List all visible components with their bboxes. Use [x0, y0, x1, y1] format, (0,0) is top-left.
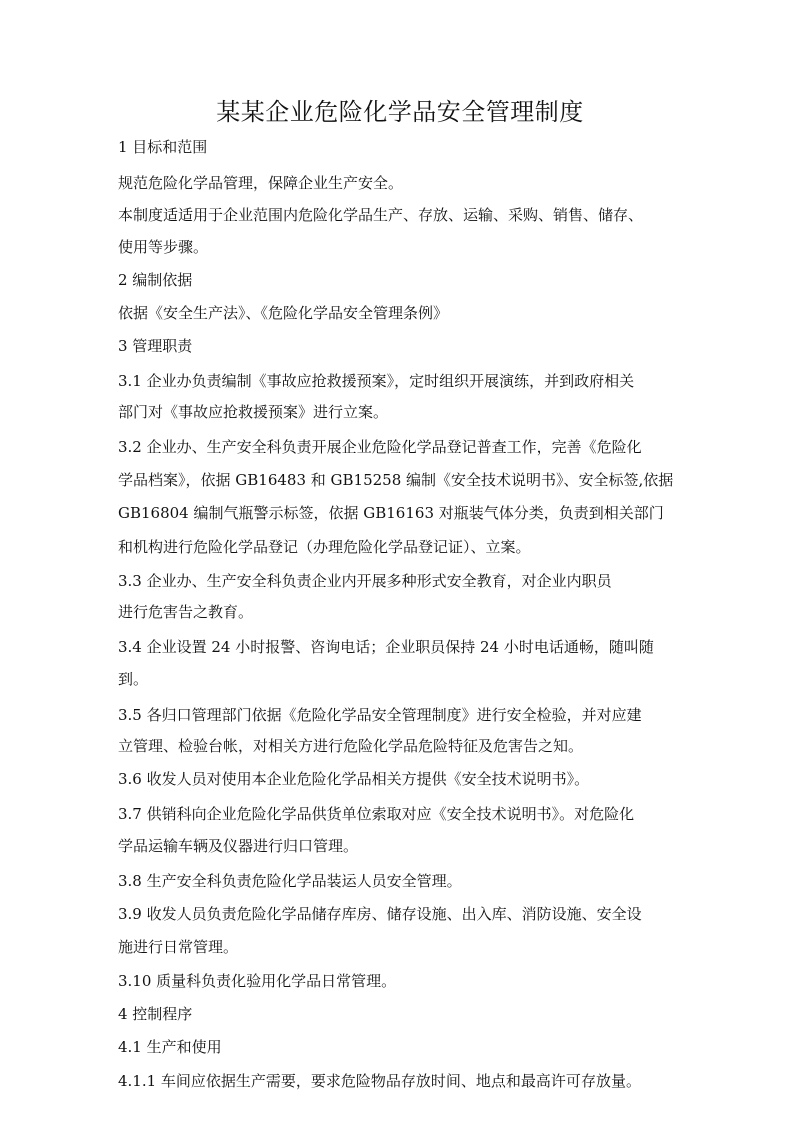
- paragraph-line: 到。: [118, 670, 149, 688]
- paragraph-line: 施进行日常管理。: [118, 938, 239, 956]
- paragraph-line: 3.8 生产安全科负责危险化学品装运人员安全管理。: [118, 872, 462, 890]
- paragraph-line: 3.1 企业办负责编制《事故应抢救援预案》，定时组织开展演练，并到政府相关: [118, 372, 635, 390]
- paragraph-line: 4.1.1 车间应依据生产需要，要求危险物品存放时间、地点和最高许可存放量。: [118, 1072, 641, 1090]
- paragraph-line: GB16804 编制气瓶警示标签，依据 GB16163 对瓶装气体分类，负责到相关部门: [118, 504, 664, 522]
- paragraph-line: 立管理、检验台帐，对相关方进行危险化学品危险特征及危害告之知。: [118, 737, 584, 755]
- paragraph-line: 学品运输车辆及仪器进行归口管理。: [118, 837, 359, 855]
- paragraph-line: 3.3 企业办、生产安全科负责企业内开展多种形式安全教育，对企业内职员: [118, 572, 612, 590]
- paragraph-line: 3.5 各归口管理部门依据《危险化学品安全管理制度》进行安全检验，并对应建: [118, 706, 642, 724]
- document-title: 某某企业危险化学品安全管理制度: [216, 98, 584, 126]
- section-heading-1: 1 目标和范围: [118, 138, 208, 156]
- paragraph-line: 3.10 质量科负责化验用化学品日常管理。: [118, 972, 397, 990]
- paragraph-line: 规范危险化学品管理，保障企业生产安全。: [118, 174, 404, 192]
- section-heading-3: 3 管理职责: [118, 337, 193, 355]
- paragraph-line: 3.2 企业办、生产安全科负责开展企业危险化学品登记普查工作，完善《危险化: [118, 438, 642, 456]
- paragraph-line: 3.9 收发人员负责危险化学品储存库房、储存设施、出入库、消防设施、安全设: [118, 905, 642, 923]
- paragraph-line: 3.6 收发人员对使用本企业危险化学品相关方提供《安全技术说明书》。: [118, 770, 590, 788]
- paragraph-line: 和机构进行危险化学品登记（办理危险化学品登记证）、立案。: [118, 538, 531, 556]
- section-heading-4: 4 控制程序: [118, 1005, 193, 1023]
- section-heading-2: 2 编制依据: [118, 271, 193, 289]
- paragraph-line: 依据《安全生产法》、《危险化学品安全管理条例》: [118, 304, 449, 322]
- paragraph-line: 学品档案》，依据 GB16483 和 GB15258 编制《安全技术说明书》、安全标签,依据: [118, 471, 674, 489]
- paragraph-line: 本制度适适用于企业范围内危险化学品生产、存放、运输、采购、销售、储存、: [118, 206, 644, 224]
- paragraph-line: 部门对《事故应抢救援预案》进行立案。: [118, 403, 389, 421]
- paragraph-line: 进行危害告之教育。: [118, 603, 254, 621]
- paragraph-line: 4.1 生产和使用: [118, 1038, 222, 1056]
- paragraph-line: 3.7 供销科向企业危险化学品供货单位索取对应《安全技术说明书》。对危险化: [118, 805, 635, 823]
- paragraph-line: 3.4 企业设置 24 小时报警、咨询电话；企业职员保持 24 小时电话通畅，随叫随: [118, 638, 654, 656]
- paragraph-line: 使用等步骤。: [118, 238, 209, 256]
